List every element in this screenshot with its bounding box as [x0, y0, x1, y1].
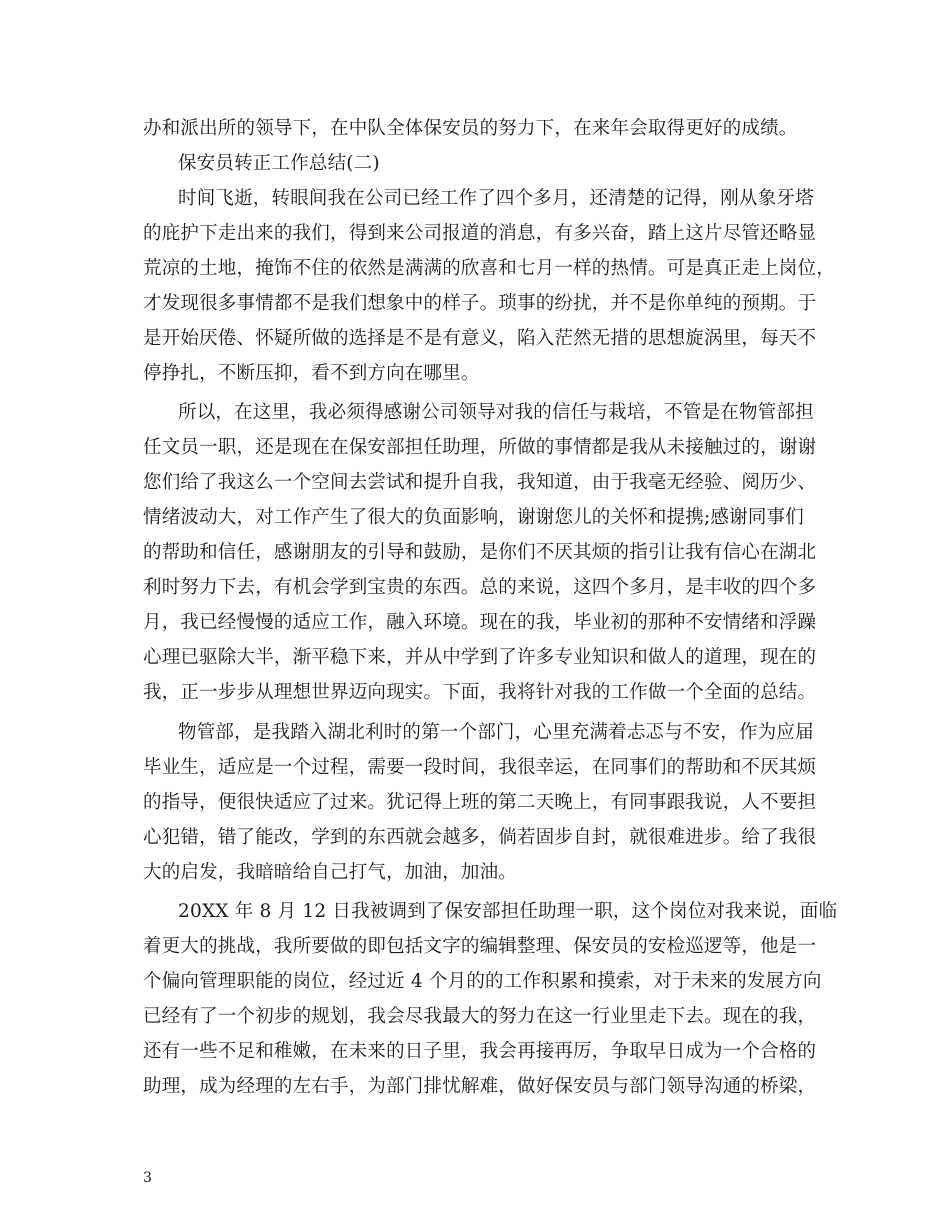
- text-line: 所以，在这里，我必须得感谢公司领导对我的信任与栽培，不管是在物管部担: [178, 402, 814, 423]
- text-line: 大的启发，我暗暗给自己打气，加油，加油。: [143, 862, 518, 883]
- text-line: 时间飞逝，转眼间我在公司已经工作了四个多月，还清楚的记得，刚从象牙塔: [178, 188, 814, 209]
- text-line: 20XX 年 8 月 12 日我被调到了保安部担任助理一职，这个岗位对我来说，面临: [178, 901, 838, 922]
- text-line: 荒凉的土地，掩饰不住的依然是满满的欣喜和七月一样的热情。可是真正走上岗位，: [143, 258, 835, 279]
- text-line: 物管部，是我踏入湖北利时的第一个部门，心里充满着忐忑与不安，作为应届: [178, 722, 814, 743]
- text-line: 心理已驱除大半，渐平稳下来，并从中学到了许多专业知识和做人的道理，现在的: [143, 647, 817, 668]
- text-line: 停挣扎，不断压抑，看不到方向在哪里。: [143, 363, 480, 384]
- page-number: 3: [143, 1170, 152, 1186]
- text-line: 的帮助和信任，感谢朋友的引导和鼓励，是你们不厌其烦的指引让我有信心在湖北: [143, 542, 817, 563]
- text-line: 月，我已经慢慢的适应工作，融入环境。现在的我，毕业初的那种不安情绪和浮躁: [143, 612, 817, 633]
- text-line: 还有一些不足和稚嫩，在未来的日子里，我会再接再厉，争取早日成为一个合格的: [143, 1041, 817, 1062]
- text-line: 毕业生，适应是一个过程，需要一段时间，我很幸运，在同事们的帮助和不厌其烦: [143, 757, 817, 778]
- text-line: 个偏向管理职能的岗位，经过近 4 个月的的工作积累和摸索，对于未来的发展方向: [143, 971, 822, 992]
- text-line: 的指导，便很快适应了过来。犹记得上班的第二天晚上，有同事跟我说，人不要担: [143, 792, 817, 813]
- text-line: 情绪波动大，对工作产生了很大的负面影响，谢谢您儿的关怀和提携;感谢同事们: [143, 507, 804, 528]
- text-line: 才发现很多事情都不是我们想象中的样子。琐事的纷扰，并不是你单纯的预期。于: [143, 293, 817, 314]
- text-line: 办和派出所的领导下，在中队全体保安员的努力下，在来年会取得更好的成绩。: [143, 118, 798, 139]
- text-line: 利时努力下去，有机会学到宝贵的东西。总的来说，这四个多月，是丰收的四个多: [143, 577, 817, 598]
- text-line: 是开始厌倦、怀疑所做的选择是不是有意义，陷入茫然无措的思想旋涡里，每天不: [143, 328, 817, 349]
- text-line: 着更大的挑战，我所要做的即包括文字的编辑整理、保安员的安检巡逻等，他是一: [143, 936, 817, 957]
- text-line: 心犯错，错了能改，学到的东西就会越多，倘若固步自封，就很难进步。给了我很: [143, 827, 817, 848]
- text-line: 已经有了一个初步的规划，我会尽我最大的努力在这一行业里走下去。现在的我，: [143, 1006, 817, 1027]
- text-line: 助理，成为经理的左右手，为部门排忧解难，做好保安员与部门领导沟通的桥梁，: [143, 1076, 817, 1097]
- text-line: 您们给了我这么一个空间去尝试和提升自我，我知道，由于我毫无经验、阅历少、: [143, 472, 817, 493]
- text-line: 我，正一步步从理想世界迈向现实。下面，我将针对我的工作做一个全面的总结。: [143, 682, 817, 703]
- text-line: 任文员一职，还是现在在保安部担任助理，所做的事情都是我从未接触过的，谢谢: [143, 437, 817, 458]
- section-heading: 保安员转正工作总结(二): [178, 153, 380, 174]
- text-line: 的庇护下走出来的我们，得到来公司报道的消息，有多兴奋，踏上这片尽管还略显: [143, 223, 817, 244]
